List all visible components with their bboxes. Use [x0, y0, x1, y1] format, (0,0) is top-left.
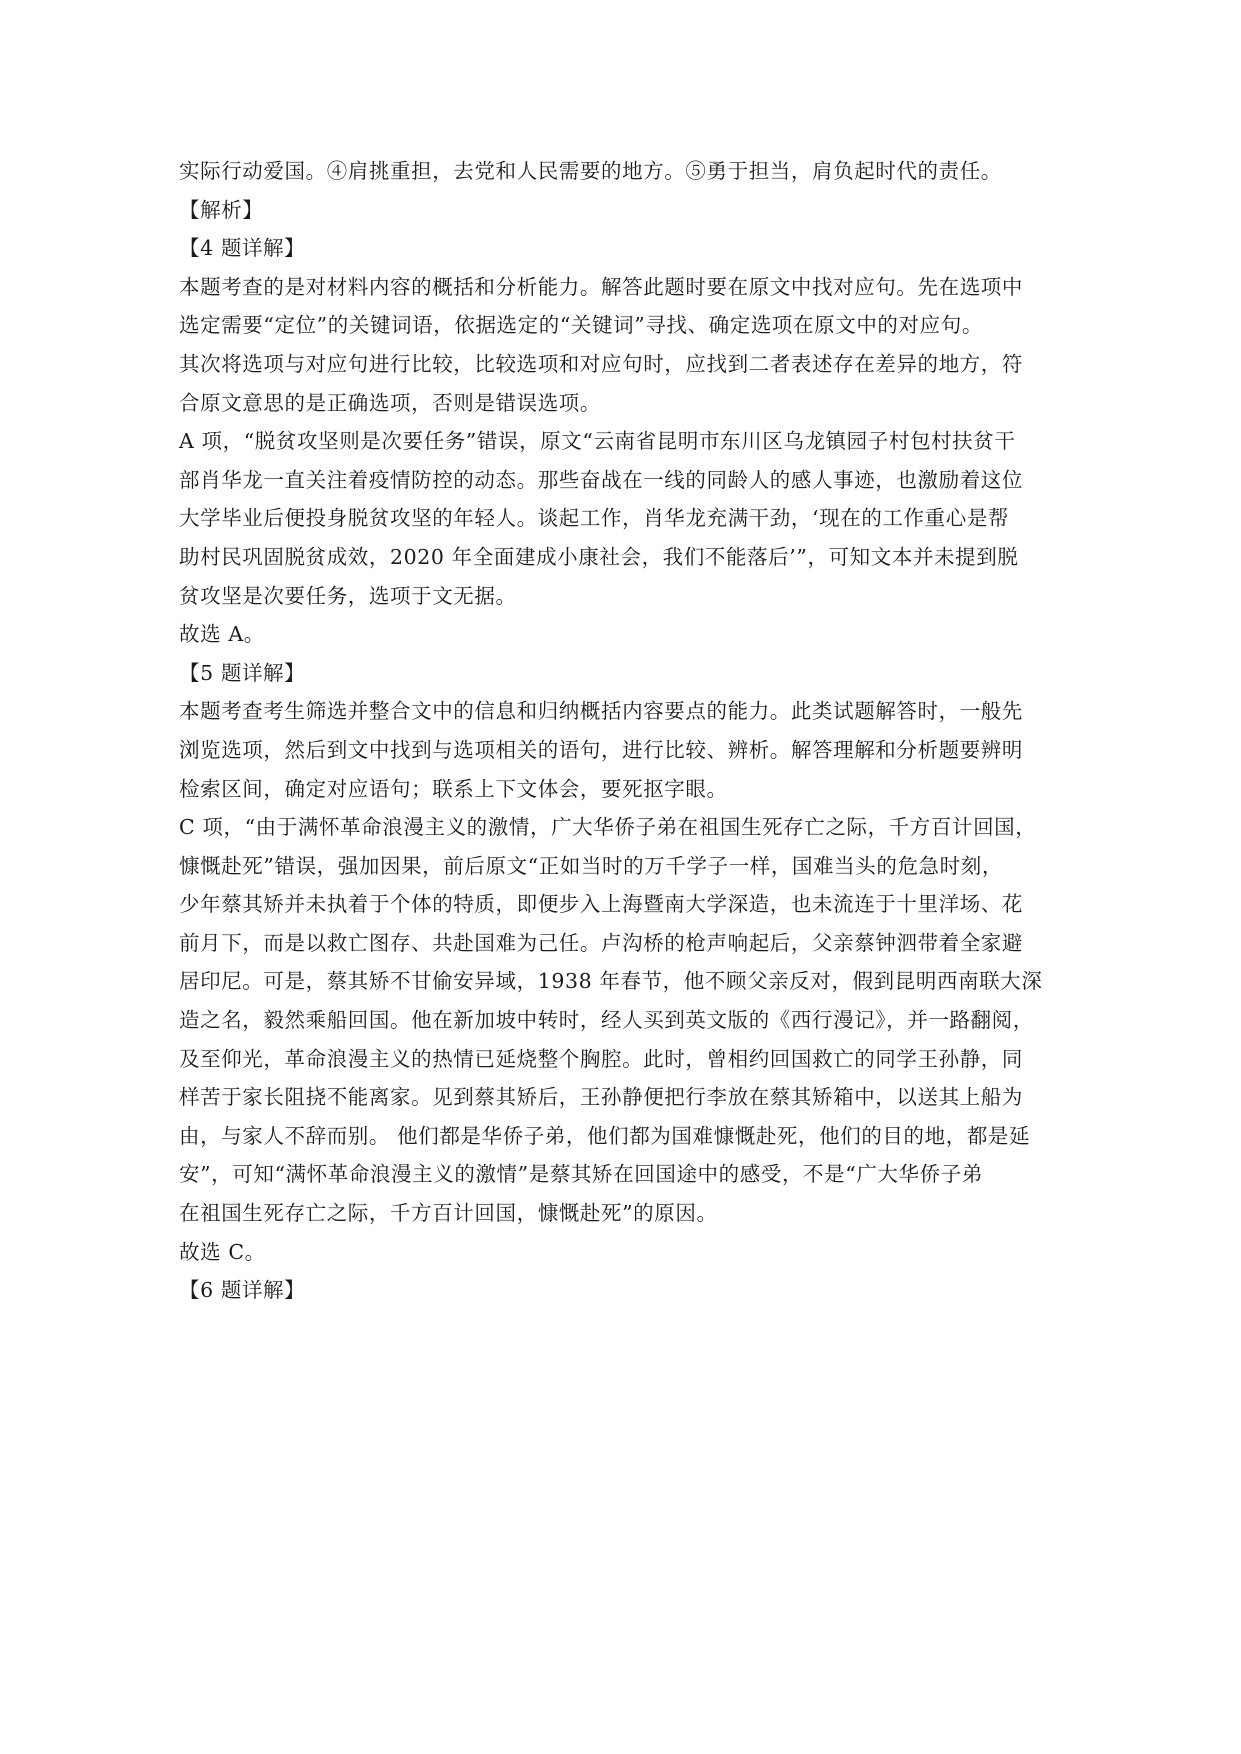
text-line: 慷慨赴死”错误，强加因果，前后原文“正如当时的万千学子一样，国难当头的危急时刻，: [179, 853, 1003, 878]
text-line: 贫攻坚是次要任务，选项于文无据。: [179, 583, 517, 608]
section-heading-q5: 【5 题详解】: [179, 660, 306, 685]
section-heading-analysis: 【解析】: [179, 197, 264, 222]
answer-line-q5: 故选 C。: [179, 1239, 266, 1264]
text-line: C 项，“由于满怀革命浪漫主义的激情，广大华侨子弟在祖国生死存亡之际，千方百计回国，: [179, 815, 1037, 840]
text-line: 本题考查的是对材料内容的概括和分析能力。解答此题时要在原文中找对应句。先在选项中: [179, 274, 1023, 299]
text-line: 实际行动爱国。④肩挑重担，去党和人民需要的地方。⑤勇于担当，肩负起时代的责任。: [179, 159, 1002, 183]
document-body: [179, 152, 1069, 1310]
text-line: 合原文意思的是正确选项，否则是错误选项。: [179, 390, 601, 415]
text-line: 大学毕业后便投身脱贫攻坚的年轻人。谈起工作，肖华龙充满干劲，‘现在的工作重心是帮: [179, 506, 1010, 531]
section-heading-q6: 【6 题详解】: [179, 1278, 306, 1303]
answer-line-q4: 故选 A。: [179, 622, 265, 647]
text-line: 少年蔡其矫并未执着于个体的特质，即便步入上海暨南大学深造，也未流连于十里洋场、花: [179, 892, 1023, 917]
text-line: 前月下，而是以救亡图存、共赴国难为己任。卢沟桥的枪声响起后，父亲蔡钟泗带着全家避: [179, 930, 1023, 955]
text-line: 部肖华龙一直关注着疫情防控的动态。那些奋战在一线的同龄人的感人事迹，也激励着这位: [179, 467, 1023, 492]
text-line: 选定需要“定位”的关键词语，依据选定的“关键词”寻找、确定选项在原文中的对应句。: [179, 313, 983, 338]
text-line: 浏览选项，然后到文中找到与选项相关的语句，进行比较、辨析。解答理解和分析题要辨明: [179, 737, 1023, 762]
text-line: 检索区间，确定对应语句；联系上下文体会，要死抠字眼。: [179, 776, 728, 801]
text-line: 助村民巩固脱贫成效，2020 年全面建成小康社会，我们不能落后’”，可知文本并未提到脱: [179, 544, 1019, 569]
text-line: 样苦于家长阻挠不能离家。见到蔡其矫后，王孙静便把行李放在蔡其矫箱中，以送其上船为: [179, 1085, 1023, 1110]
text-line: 本题考查考生筛选并整合文中的信息和归纳概括内容要点的能力。此类试题解答时，一般先: [179, 699, 1023, 724]
section-heading-q4: 【4 题详解】: [179, 236, 306, 261]
text-line: 造之名，毅然乘船回国。他在新加坡中转时，经人买到英文版的《西行漫记》，并一路翻阅，: [179, 1008, 1034, 1033]
text-line: A 项，“脱贫攻坚则是次要任务”错误，原文“云南省昆明市东川区乌龙镇园子村包村扶贫干: [179, 429, 1016, 454]
text-line: 其次将选项与对应句进行比较，比较选项和对应句时，应找到二者表述存在差异的地方，符: [179, 351, 1023, 376]
text-line: 在祖国生死存亡之际，千方百计回国，慷慨赴死”的原因。: [179, 1201, 718, 1226]
text-line: 由，与家人不辞而别。 他们都是华侨子弟，他们都为国难慷慨赴死，他们的目的地，都是延: [179, 1123, 1031, 1148]
text-line: 居印尼。可是，蔡其矫不甘偷安异域，1938 年春节，他不顾父亲反对，假到昆明西南联大深: [179, 969, 1043, 994]
text-line: 及至仰光，革命浪漫主义的热情已延烧整个胸腔。此时，曾相约回国救亡的同学王孙静，同: [179, 1046, 1023, 1071]
text-line: 安”，可知“满怀革命浪漫主义的激情”是蔡其矫在回国途中的感受，不是“广大华侨子弟: [179, 1162, 983, 1187]
